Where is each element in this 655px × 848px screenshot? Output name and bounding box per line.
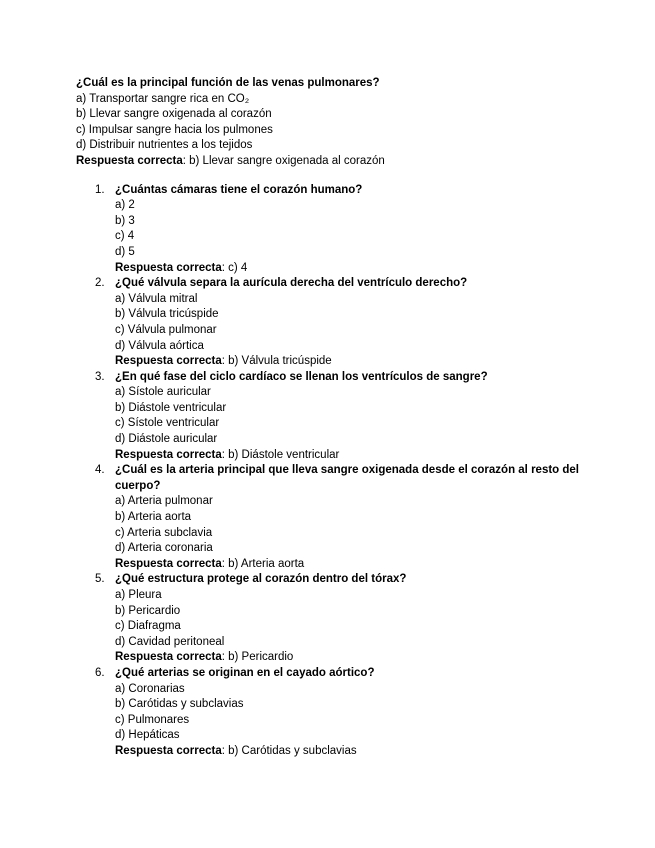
option-item: c) Impulsar sangre hacia los pulmones — [76, 123, 273, 136]
option-item: d) 5 — [115, 245, 135, 258]
option-item: a) 2 — [115, 199, 135, 212]
answer-label: Respuesta correcta — [76, 154, 183, 167]
question-number: 3. — [95, 370, 105, 383]
question-item — [76, 463, 586, 572]
option-item: c) Arteria subclavia — [115, 526, 213, 539]
question-item — [76, 666, 586, 760]
option-item: c) Sístole ventricular — [115, 417, 220, 430]
option-item: c) Válvula pulmonar — [115, 323, 217, 336]
question-number: 4. — [95, 464, 105, 477]
option-item: b) 3 — [115, 214, 135, 227]
question-number: 6. — [95, 666, 105, 679]
question-item — [76, 572, 586, 666]
question-list — [76, 183, 586, 760]
answer-line — [115, 744, 586, 760]
question-title: ¿Cuántas cámaras tiene el corazón humano? — [115, 183, 363, 196]
answer-line — [76, 154, 586, 170]
option-item: b) Arteria aorta — [115, 511, 192, 524]
option-item: b) Carótidas y subclavias — [115, 698, 244, 711]
answer-text: : b) Arteria aorta — [221, 557, 305, 570]
answer-label: Respuesta correcta — [115, 651, 222, 664]
option-item: c) Pulmonares — [115, 713, 190, 726]
question-title: ¿Qué estructura protege al corazón dentro del tórax? — [115, 573, 407, 586]
answer-text: : b) Carótidas y subclavias — [221, 744, 357, 757]
answer-line — [115, 448, 586, 464]
answer-line — [115, 354, 586, 370]
intro-question-block — [76, 76, 586, 170]
question-number: 2. — [95, 277, 105, 290]
option-item: b) Llevar sangre oxigenada al corazón — [76, 108, 272, 121]
option-item: a) Transportar sangre rica en CO₂ — [76, 92, 250, 105]
option-item: d) Arteria coronaria — [115, 542, 213, 555]
option-item: b) Pericardio — [115, 604, 181, 617]
answer-text: : b) Válvula tricúspide — [221, 355, 332, 368]
answer-label: Respuesta correcta — [115, 355, 222, 368]
question-item — [76, 183, 586, 277]
answer-label: Respuesta correcta — [115, 448, 222, 461]
answer-line — [115, 261, 586, 277]
question-title: ¿Qué arterias se originan en el cayado aórtico? — [115, 666, 375, 679]
answer-label: Respuesta correcta — [115, 744, 222, 757]
option-item: a) Coronarias — [115, 682, 185, 695]
option-item: b) Válvula tricúspide — [115, 308, 219, 321]
question-item — [76, 276, 586, 370]
option-item: b) Diástole ventricular — [115, 401, 227, 414]
option-item: c) 4 — [115, 230, 135, 243]
answer-label: Respuesta correcta — [115, 261, 222, 274]
answer-text: : b) Llevar sangre oxigenada al corazón — [182, 154, 385, 167]
option-item: d) Válvula aórtica — [115, 339, 204, 352]
answer-label: Respuesta correcta — [115, 557, 222, 570]
answer-line — [115, 650, 586, 666]
answer-text: : b) Diástole ventricular — [221, 448, 340, 461]
question-item — [76, 370, 586, 464]
option-item: d) Cavidad peritoneal — [115, 635, 225, 648]
question-title: ¿En qué fase del ciclo cardíaco se llenan los ventrículos de sangre? — [115, 370, 488, 383]
option-item: c) Diafragma — [115, 620, 181, 633]
option-item: a) Arteria pulmonar — [115, 495, 213, 508]
option-item: d) Distribuir nutrientes a los tejidos — [76, 139, 253, 152]
answer-text: : c) 4 — [221, 261, 248, 274]
option-item: d) Hepáticas — [115, 729, 180, 742]
document-page — [76, 76, 586, 760]
question-title: ¿Qué válvula separa la aurícula derecha del ventrículo derecho? — [115, 277, 468, 290]
answer-line — [115, 557, 586, 573]
option-item: a) Válvula mitral — [115, 292, 198, 305]
question-number: 1. — [95, 183, 105, 196]
question-number: 5. — [95, 573, 105, 586]
question-title: ¿Cuál es la arteria principal que lleva sangre oxigenada desde el corazón al resto del cuerpo? — [115, 464, 580, 492]
question-title: ¿Cuál es la principal función de las venas pulmonares? — [76, 77, 380, 89]
option-item: a) Sístole auricular — [115, 386, 211, 399]
option-item: d) Diástole auricular — [115, 433, 218, 446]
answer-text: : b) Pericardio — [221, 651, 294, 664]
option-item: a) Pleura — [115, 589, 162, 601]
